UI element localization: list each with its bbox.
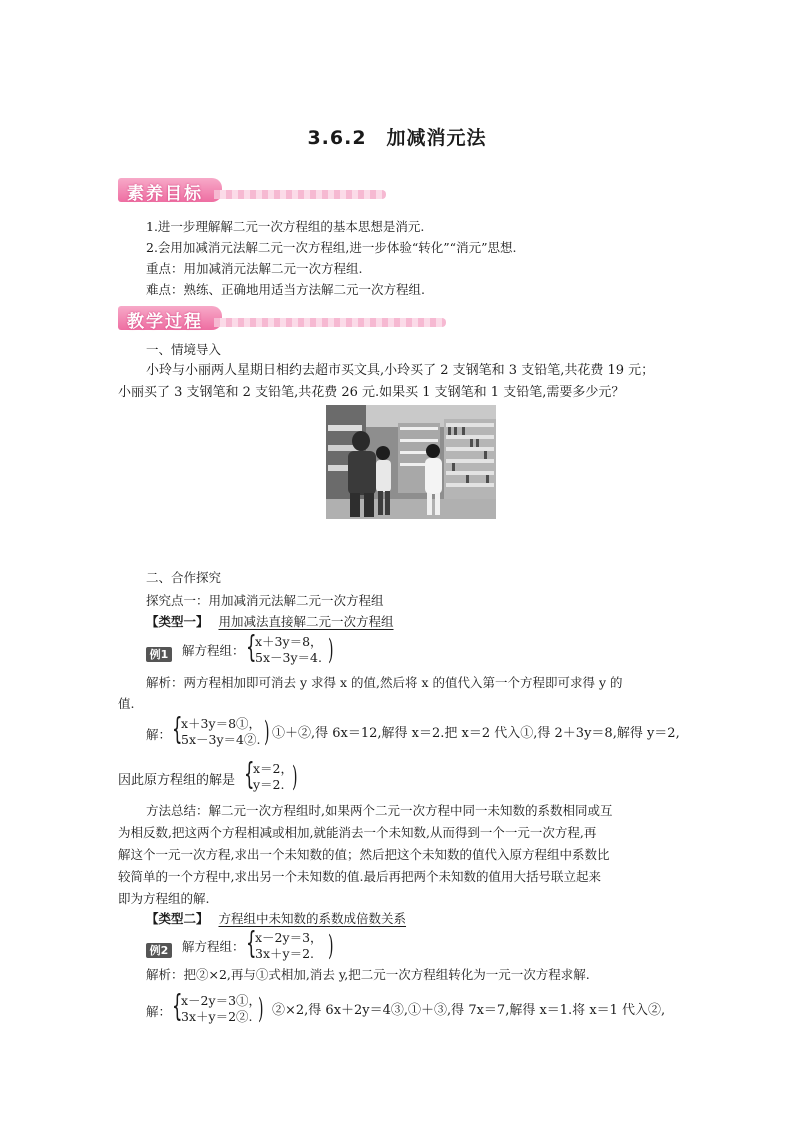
type-1-heading (146, 612, 394, 631)
example-2-system (255, 930, 323, 962)
equation: x－2y＝3①， (181, 993, 262, 1008)
type-1-title: 用加减法直接解二元一次方程组 (218, 614, 394, 629)
section-heading-intro: 一、情境导入 (146, 342, 222, 357)
method-summary-line: 即为方程组的解. (118, 891, 210, 906)
result-prefix: 因此原方程组的解是 (118, 773, 236, 788)
right-paren-symbol: ) (264, 715, 270, 748)
method-summary-line: 方法总结：解二元一次方程组时,如果两个二元一次方程中同一未知数的系数相同或互 (146, 803, 613, 818)
banner-tab (118, 306, 222, 330)
banner-tab (118, 178, 222, 202)
solution-1-system (181, 716, 261, 748)
method-summary-line: 为相反数,把这两个方程相减或相加,就能消去一个未知数,从而得到一个一元一次方程,再 (118, 825, 597, 840)
example-1-system (255, 634, 323, 666)
example-2-prompt: 解方程组： (182, 939, 245, 954)
equation: 3x＋y＝2. (255, 946, 314, 961)
equation: 5x－3y＝4②. (181, 732, 261, 747)
example-1-badge: 例1 (146, 643, 172, 662)
section-banner-goals (118, 178, 386, 202)
left-brace-symbol: { (244, 757, 255, 792)
explore-point-1: 探究点一：用加减消元法解二元一次方程组 (146, 593, 384, 608)
equation: 3x＋y＝2②. (181, 1009, 253, 1024)
banner-strip (214, 318, 446, 327)
type-1-prefix: 【类型一】 (146, 614, 209, 629)
analysis-line: 值. (118, 696, 135, 711)
key-point: 重点：用加减消元法解二元一次方程组. (146, 261, 363, 276)
banner-strip (214, 190, 386, 199)
example-2-badge: 例2 (146, 939, 172, 958)
analysis-line: 解析：两方程相加即可消去 y 求得 x 的值,然后将 x 的值代入第一个方程即可求得 y 的 (146, 675, 623, 690)
left-brace-symbol: { (246, 926, 257, 961)
banner-label: 素养目标 (127, 184, 203, 204)
type-2-title: 方程组中未知数的系数成倍数关系 (218, 911, 407, 926)
section-banner-process (118, 306, 446, 330)
right-paren-symbol: ) (328, 929, 334, 962)
left-brace-symbol: { (172, 989, 183, 1024)
section-heading-explore: 二、合作探究 (146, 570, 222, 585)
goal-1: 1.进一步理解解二元一次方程组的基本思想是消元. (146, 219, 425, 234)
example-1-prompt: 解方程组： (182, 643, 245, 658)
type-2-prefix: 【类型二】 (146, 911, 209, 926)
goal-2: 2.会用加减消元法解二元一次方程组,进一步体验“转化”“消元”思想. (146, 240, 517, 255)
solution-label: 解： (146, 1004, 172, 1019)
solution-2-system (181, 992, 264, 1025)
solution-label: 解： (146, 727, 172, 742)
result-system (253, 761, 293, 793)
equation: 5x－3y＝4. (255, 650, 322, 665)
banner-label: 教学过程 (127, 312, 203, 332)
left-brace-symbol: { (172, 712, 183, 747)
equation: x＝2， (253, 761, 294, 776)
method-summary-line: 解这个一元一次方程,求出一个未知数的值；然后把这个未知数的值代入原方程组中系数比 (118, 847, 610, 862)
intro-paragraph-line: 小丽买了 3 支钢笔和 2 支铅笔,共花费 26 元.如果买 1 支钢笔和 1 支铅笔,需要多少元？ (118, 385, 625, 400)
supermarket-photo-illustration (326, 405, 496, 519)
difficult-point: 难点：熟练、正确地用适当方法解二元一次方程组. (146, 282, 425, 297)
left-brace-symbol: { (246, 630, 257, 665)
equation: x－2y＝3， (255, 930, 323, 945)
type-2-heading (146, 909, 406, 928)
equation: x＋3y＝8①， (181, 716, 262, 731)
equation: y＝2. (253, 777, 285, 792)
equation: x＋3y＝8， (255, 634, 323, 649)
intro-paragraph-line: 小玲与小丽两人星期日相约去超市买文具,小玲买了 2 支钢笔和 3 支铅笔,共花费 19 元； (146, 363, 655, 378)
right-paren-symbol: ) (328, 633, 334, 666)
right-paren-symbol: ) (292, 760, 298, 793)
right-paren-symbol: ) (258, 992, 264, 1025)
page-title: 3.6.2 加减消元法 (307, 127, 487, 149)
analysis-line: 解析：把②×2,再与①式相加,消去 y,把二元一次方程组转化为一元一次方程求解. (146, 967, 590, 982)
method-summary-line: 较简单的一个方程中,求出另一个未知数的值.最后再把两个未知数的值用大括号联立起来 (118, 869, 601, 884)
supermarket-photo (326, 405, 496, 519)
solution-1-steps: ①＋②,得 6x＝12,解得 x＝2.把 x＝2 代入①,得 2＋3y＝8,解得 y＝2, (272, 726, 680, 741)
solution-2-steps: ②×2,得 6x＋2y＝4③,①＋③,得 7x＝7,解得 x＝1.将 x＝1 代入②, (272, 1003, 666, 1018)
